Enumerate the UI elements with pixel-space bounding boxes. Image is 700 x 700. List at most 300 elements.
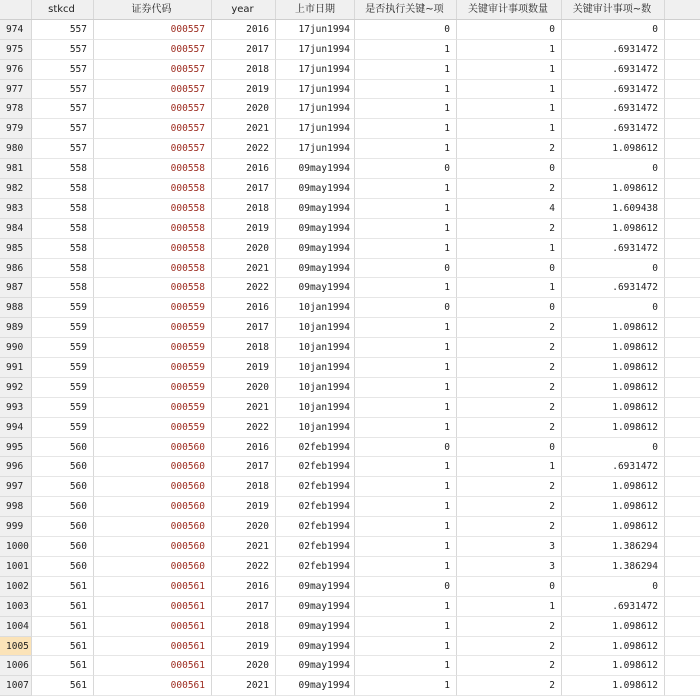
- row-number[interactable]: 988: [0, 298, 32, 318]
- table-row[interactable]: [0, 477, 700, 497]
- cell-security-code[interactable]: 000560: [94, 497, 212, 517]
- cell-listing-date[interactable]: 02feb1994: [276, 517, 355, 537]
- row-number[interactable]: 982: [0, 179, 32, 199]
- cell-security-code[interactable]: 000557: [94, 20, 212, 40]
- cell-kam-count[interactable]: 1: [457, 40, 562, 60]
- cell-security-code[interactable]: 000561: [94, 676, 212, 696]
- cell-executed-kam[interactable]: 1: [355, 457, 457, 477]
- table-row[interactable]: [0, 358, 700, 378]
- cell-year[interactable]: 2017: [212, 40, 276, 60]
- cell-listing-date[interactable]: 10jan1994: [276, 378, 355, 398]
- cell-listing-date[interactable]: 09may1994: [276, 179, 355, 199]
- row-number[interactable]: 1001: [0, 557, 32, 577]
- cell-kam-count[interactable]: 2: [457, 378, 562, 398]
- column-header-security-code[interactable]: 证券代码: [94, 0, 212, 19]
- cell-kam-log[interactable]: 1.098612: [562, 617, 665, 637]
- cell-security-code[interactable]: 000561: [94, 597, 212, 617]
- cell-year[interactable]: 2021: [212, 537, 276, 557]
- cell-kam-count[interactable]: 4: [457, 199, 562, 219]
- cell-kam-count[interactable]: 1: [457, 457, 562, 477]
- cell-year[interactable]: 2019: [212, 637, 276, 657]
- cell-kam-count[interactable]: 1: [457, 597, 562, 617]
- cell-kam-count[interactable]: 2: [457, 398, 562, 418]
- cell-listing-date[interactable]: 09may1994: [276, 199, 355, 219]
- cell-executed-kam[interactable]: 1: [355, 40, 457, 60]
- cell-executed-kam[interactable]: 1: [355, 199, 457, 219]
- row-number[interactable]: 995: [0, 438, 32, 458]
- cell-kam-count[interactable]: 2: [457, 179, 562, 199]
- cell-kam-count[interactable]: 0: [457, 259, 562, 279]
- cell-kam-log[interactable]: .6931472: [562, 80, 665, 100]
- cell-security-code[interactable]: 000561: [94, 637, 212, 657]
- cell-kam-count[interactable]: 2: [457, 139, 562, 159]
- cell-kam-log[interactable]: .6931472: [562, 119, 665, 139]
- cell-executed-kam[interactable]: 1: [355, 80, 457, 100]
- cell-year[interactable]: 2022: [212, 278, 276, 298]
- table-row[interactable]: [0, 597, 700, 617]
- cell-security-code[interactable]: 000558: [94, 159, 212, 179]
- cell-executed-kam[interactable]: 1: [355, 99, 457, 119]
- cell-year[interactable]: 2018: [212, 617, 276, 637]
- cell-executed-kam[interactable]: 1: [355, 338, 457, 358]
- table-row[interactable]: [0, 298, 700, 318]
- cell-executed-kam[interactable]: 0: [355, 298, 457, 318]
- cell-security-code[interactable]: 000558: [94, 259, 212, 279]
- cell-listing-date[interactable]: 17jun1994: [276, 119, 355, 139]
- column-header-executed-kam[interactable]: 是否执行关键~项: [355, 0, 457, 19]
- cell-kam-log[interactable]: .6931472: [562, 60, 665, 80]
- row-number[interactable]: 1000: [0, 537, 32, 557]
- cell-executed-kam[interactable]: 1: [355, 358, 457, 378]
- cell-kam-log[interactable]: 1.098612: [562, 358, 665, 378]
- cell-stkcd[interactable]: 558: [32, 239, 94, 259]
- column-header-listing-date[interactable]: 上市日期: [276, 0, 355, 19]
- cell-executed-kam[interactable]: 1: [355, 278, 457, 298]
- cell-security-code[interactable]: 000560: [94, 477, 212, 497]
- table-row[interactable]: [0, 537, 700, 557]
- cell-kam-log[interactable]: .6931472: [562, 239, 665, 259]
- row-number[interactable]: 994: [0, 418, 32, 438]
- row-number[interactable]: 1004: [0, 617, 32, 637]
- table-row[interactable]: [0, 557, 700, 577]
- cell-stkcd[interactable]: 559: [32, 378, 94, 398]
- cell-security-code[interactable]: 000561: [94, 577, 212, 597]
- table-row[interactable]: [0, 517, 700, 537]
- table-row[interactable]: [0, 656, 700, 676]
- row-number[interactable]: 977: [0, 80, 32, 100]
- cell-year[interactable]: 2020: [212, 239, 276, 259]
- cell-listing-date[interactable]: 02feb1994: [276, 497, 355, 517]
- cell-kam-count[interactable]: 2: [457, 477, 562, 497]
- cell-kam-log[interactable]: 0: [562, 20, 665, 40]
- table-row[interactable]: [0, 278, 700, 298]
- cell-kam-log[interactable]: 1.386294: [562, 557, 665, 577]
- row-number[interactable]: 991: [0, 358, 32, 378]
- row-number[interactable]: 1002: [0, 577, 32, 597]
- cell-executed-kam[interactable]: 1: [355, 637, 457, 657]
- cell-executed-kam[interactable]: 1: [355, 656, 457, 676]
- cell-kam-log[interactable]: .6931472: [562, 99, 665, 119]
- cell-security-code[interactable]: 000560: [94, 517, 212, 537]
- cell-listing-date[interactable]: 10jan1994: [276, 338, 355, 358]
- table-row[interactable]: [0, 99, 700, 119]
- row-number[interactable]: 990: [0, 338, 32, 358]
- cell-kam-count[interactable]: 2: [457, 338, 562, 358]
- cell-security-code[interactable]: 000559: [94, 338, 212, 358]
- cell-kam-log[interactable]: .6931472: [562, 278, 665, 298]
- cell-kam-log[interactable]: 1.098612: [562, 398, 665, 418]
- cell-listing-date[interactable]: 17jun1994: [276, 139, 355, 159]
- cell-security-code[interactable]: 000558: [94, 199, 212, 219]
- table-row[interactable]: [0, 179, 700, 199]
- cell-kam-count[interactable]: 0: [457, 577, 562, 597]
- table-row[interactable]: [0, 318, 700, 338]
- cell-security-code[interactable]: 000560: [94, 457, 212, 477]
- cell-executed-kam[interactable]: 0: [355, 577, 457, 597]
- cell-executed-kam[interactable]: 0: [355, 159, 457, 179]
- cell-stkcd[interactable]: 559: [32, 398, 94, 418]
- cell-stkcd[interactable]: 560: [32, 517, 94, 537]
- cell-kam-log[interactable]: 1.098612: [562, 139, 665, 159]
- row-number[interactable]: 996: [0, 457, 32, 477]
- cell-security-code[interactable]: 000558: [94, 179, 212, 199]
- cell-kam-count[interactable]: 1: [457, 60, 562, 80]
- cell-executed-kam[interactable]: 1: [355, 497, 457, 517]
- row-number[interactable]: 984: [0, 219, 32, 239]
- row-number[interactable]: 989: [0, 318, 32, 338]
- cell-stkcd[interactable]: 561: [32, 676, 94, 696]
- cell-year[interactable]: 2016: [212, 298, 276, 318]
- cell-security-code[interactable]: 000557: [94, 119, 212, 139]
- cell-stkcd[interactable]: 559: [32, 338, 94, 358]
- row-number[interactable]: 976: [0, 60, 32, 80]
- row-number[interactable]: 985: [0, 239, 32, 259]
- cell-year[interactable]: 2017: [212, 597, 276, 617]
- cell-kam-count[interactable]: 2: [457, 676, 562, 696]
- table-row[interactable]: [0, 497, 700, 517]
- cell-year[interactable]: 2019: [212, 80, 276, 100]
- cell-security-code[interactable]: 000557: [94, 99, 212, 119]
- cell-year[interactable]: 2022: [212, 139, 276, 159]
- cell-kam-count[interactable]: 2: [457, 358, 562, 378]
- cell-listing-date[interactable]: 09may1994: [276, 219, 355, 239]
- cell-listing-date[interactable]: 09may1994: [276, 656, 355, 676]
- cell-year[interactable]: 2016: [212, 159, 276, 179]
- table-row[interactable]: [0, 457, 700, 477]
- cell-stkcd[interactable]: 559: [32, 318, 94, 338]
- cell-year[interactable]: 2017: [212, 318, 276, 338]
- cell-executed-kam[interactable]: 1: [355, 60, 457, 80]
- cell-year[interactable]: 2021: [212, 119, 276, 139]
- row-number[interactable]: 999: [0, 517, 32, 537]
- row-number[interactable]: 1003: [0, 597, 32, 617]
- cell-stkcd[interactable]: 561: [32, 577, 94, 597]
- cell-listing-date[interactable]: 10jan1994: [276, 298, 355, 318]
- cell-executed-kam[interactable]: 1: [355, 219, 457, 239]
- table-row[interactable]: [0, 219, 700, 239]
- row-number[interactable]: 979: [0, 119, 32, 139]
- cell-stkcd[interactable]: 560: [32, 537, 94, 557]
- cell-stkcd[interactable]: 560: [32, 557, 94, 577]
- cell-stkcd[interactable]: 558: [32, 278, 94, 298]
- cell-stkcd[interactable]: 558: [32, 259, 94, 279]
- cell-kam-log[interactable]: 1.386294: [562, 537, 665, 557]
- cell-security-code[interactable]: 000559: [94, 318, 212, 338]
- cell-kam-log[interactable]: 1.098612: [562, 418, 665, 438]
- table-row[interactable]: [0, 418, 700, 438]
- cell-kam-count[interactable]: 0: [457, 298, 562, 318]
- cell-stkcd[interactable]: 559: [32, 418, 94, 438]
- cell-executed-kam[interactable]: 1: [355, 179, 457, 199]
- cell-kam-count[interactable]: 1: [457, 99, 562, 119]
- row-number[interactable]: 1007: [0, 676, 32, 696]
- cell-kam-log[interactable]: 0: [562, 577, 665, 597]
- column-header-year[interactable]: year: [212, 0, 276, 19]
- cell-security-code[interactable]: 000560: [94, 438, 212, 458]
- table-row[interactable]: [0, 676, 700, 696]
- cell-listing-date[interactable]: 09may1994: [276, 676, 355, 696]
- row-number[interactable]: 980: [0, 139, 32, 159]
- table-row[interactable]: [0, 119, 700, 139]
- cell-year[interactable]: 2019: [212, 358, 276, 378]
- cell-kam-count[interactable]: 1: [457, 80, 562, 100]
- cell-kam-count[interactable]: 2: [457, 637, 562, 657]
- cell-security-code[interactable]: 000560: [94, 557, 212, 577]
- column-header-stkcd[interactable]: stkcd: [32, 0, 94, 19]
- cell-kam-log[interactable]: .6931472: [562, 457, 665, 477]
- cell-stkcd[interactable]: 557: [32, 60, 94, 80]
- cell-year[interactable]: 2017: [212, 457, 276, 477]
- cell-executed-kam[interactable]: 0: [355, 20, 457, 40]
- cell-stkcd[interactable]: 558: [32, 199, 94, 219]
- row-number[interactable]: 974: [0, 20, 32, 40]
- cell-kam-log[interactable]: 1.098612: [562, 477, 665, 497]
- cell-kam-count[interactable]: 0: [457, 438, 562, 458]
- cell-listing-date[interactable]: 09may1994: [276, 159, 355, 179]
- cell-executed-kam[interactable]: 1: [355, 537, 457, 557]
- cell-listing-date[interactable]: 17jun1994: [276, 20, 355, 40]
- column-header-kam-log[interactable]: 关键审计事项~数: [562, 0, 665, 19]
- table-row[interactable]: [0, 378, 700, 398]
- cell-security-code[interactable]: 000559: [94, 378, 212, 398]
- cell-kam-count[interactable]: 2: [457, 497, 562, 517]
- cell-year[interactable]: 2016: [212, 577, 276, 597]
- cell-year[interactable]: 2016: [212, 20, 276, 40]
- cell-kam-log[interactable]: 0: [562, 298, 665, 318]
- cell-kam-count[interactable]: 2: [457, 617, 562, 637]
- cell-executed-kam[interactable]: 1: [355, 676, 457, 696]
- table-row[interactable]: [0, 199, 700, 219]
- cell-stkcd[interactable]: 559: [32, 358, 94, 378]
- cell-executed-kam[interactable]: 1: [355, 239, 457, 259]
- cell-listing-date[interactable]: 17jun1994: [276, 80, 355, 100]
- cell-executed-kam[interactable]: 1: [355, 617, 457, 637]
- cell-kam-log[interactable]: 1.098612: [562, 378, 665, 398]
- cell-kam-log[interactable]: 0: [562, 259, 665, 279]
- cell-executed-kam[interactable]: 1: [355, 318, 457, 338]
- cell-stkcd[interactable]: 560: [32, 477, 94, 497]
- cell-listing-date[interactable]: 09may1994: [276, 617, 355, 637]
- cell-kam-log[interactable]: .6931472: [562, 597, 665, 617]
- cell-security-code[interactable]: 000561: [94, 656, 212, 676]
- cell-stkcd[interactable]: 557: [32, 20, 94, 40]
- cell-security-code[interactable]: 000558: [94, 219, 212, 239]
- cell-stkcd[interactable]: 557: [32, 40, 94, 60]
- cell-kam-log[interactable]: 1.609438: [562, 199, 665, 219]
- row-number[interactable]: 1005: [0, 637, 32, 657]
- cell-kam-log[interactable]: 1.098612: [562, 219, 665, 239]
- row-number[interactable]: 1006: [0, 656, 32, 676]
- cell-security-code[interactable]: 000561: [94, 617, 212, 637]
- table-row[interactable]: [0, 80, 700, 100]
- cell-kam-count[interactable]: 2: [457, 517, 562, 537]
- cell-security-code[interactable]: 000557: [94, 80, 212, 100]
- row-number[interactable]: 987: [0, 278, 32, 298]
- table-row[interactable]: [0, 60, 700, 80]
- cell-year[interactable]: 2020: [212, 99, 276, 119]
- cell-listing-date[interactable]: 02feb1994: [276, 557, 355, 577]
- cell-executed-kam[interactable]: 1: [355, 517, 457, 537]
- cell-executed-kam[interactable]: 1: [355, 378, 457, 398]
- cell-kam-count[interactable]: 2: [457, 656, 562, 676]
- row-number[interactable]: 981: [0, 159, 32, 179]
- row-number-header[interactable]: [0, 0, 32, 19]
- cell-security-code[interactable]: 000559: [94, 298, 212, 318]
- table-row[interactable]: [0, 139, 700, 159]
- cell-executed-kam[interactable]: 1: [355, 477, 457, 497]
- row-number[interactable]: 992: [0, 378, 32, 398]
- cell-kam-log[interactable]: 1.098612: [562, 179, 665, 199]
- cell-stkcd[interactable]: 561: [32, 617, 94, 637]
- cell-listing-date[interactable]: 02feb1994: [276, 457, 355, 477]
- cell-kam-log[interactable]: 0: [562, 159, 665, 179]
- cell-kam-count[interactable]: 2: [457, 418, 562, 438]
- cell-kam-count[interactable]: 2: [457, 219, 562, 239]
- cell-kam-log[interactable]: 1.098612: [562, 497, 665, 517]
- cell-kam-log[interactable]: 1.098612: [562, 338, 665, 358]
- cell-year[interactable]: 2020: [212, 656, 276, 676]
- cell-year[interactable]: 2018: [212, 477, 276, 497]
- cell-kam-log[interactable]: 1.098612: [562, 656, 665, 676]
- table-row[interactable]: [0, 40, 700, 60]
- cell-listing-date[interactable]: 17jun1994: [276, 60, 355, 80]
- row-number[interactable]: 986: [0, 259, 32, 279]
- cell-stkcd[interactable]: 560: [32, 497, 94, 517]
- table-row[interactable]: [0, 159, 700, 179]
- cell-kam-log[interactable]: 0: [562, 438, 665, 458]
- cell-year[interactable]: 2018: [212, 338, 276, 358]
- cell-kam-count[interactable]: 1: [457, 119, 562, 139]
- cell-security-code[interactable]: 000557: [94, 40, 212, 60]
- table-row[interactable]: [0, 259, 700, 279]
- table-row[interactable]: [0, 637, 700, 657]
- cell-listing-date[interactable]: 02feb1994: [276, 438, 355, 458]
- table-row[interactable]: [0, 239, 700, 259]
- table-row[interactable]: [0, 338, 700, 358]
- cell-year[interactable]: 2016: [212, 438, 276, 458]
- cell-security-code[interactable]: 000557: [94, 60, 212, 80]
- cell-security-code[interactable]: 000558: [94, 239, 212, 259]
- cell-year[interactable]: 2019: [212, 219, 276, 239]
- cell-stkcd[interactable]: 560: [32, 438, 94, 458]
- cell-kam-log[interactable]: 1.098612: [562, 676, 665, 696]
- cell-kam-count[interactable]: 0: [457, 159, 562, 179]
- cell-year[interactable]: 2020: [212, 378, 276, 398]
- row-number[interactable]: 993: [0, 398, 32, 418]
- table-row[interactable]: [0, 617, 700, 637]
- cell-kam-log[interactable]: .6931472: [562, 40, 665, 60]
- cell-stkcd[interactable]: 558: [32, 159, 94, 179]
- cell-security-code[interactable]: 000560: [94, 537, 212, 557]
- cell-stkcd[interactable]: 560: [32, 457, 94, 477]
- cell-stkcd[interactable]: 557: [32, 99, 94, 119]
- cell-listing-date[interactable]: 17jun1994: [276, 99, 355, 119]
- cell-security-code[interactable]: 000559: [94, 358, 212, 378]
- row-number[interactable]: 975: [0, 40, 32, 60]
- cell-year[interactable]: 2019: [212, 497, 276, 517]
- cell-stkcd[interactable]: 557: [32, 119, 94, 139]
- cell-listing-date[interactable]: 10jan1994: [276, 318, 355, 338]
- cell-listing-date[interactable]: 02feb1994: [276, 477, 355, 497]
- row-number[interactable]: 983: [0, 199, 32, 219]
- cell-listing-date[interactable]: 09may1994: [276, 577, 355, 597]
- cell-year[interactable]: 2022: [212, 557, 276, 577]
- cell-listing-date[interactable]: 09may1994: [276, 597, 355, 617]
- cell-listing-date[interactable]: 17jun1994: [276, 40, 355, 60]
- cell-executed-kam[interactable]: 1: [355, 139, 457, 159]
- cell-kam-log[interactable]: 1.098612: [562, 637, 665, 657]
- cell-kam-count[interactable]: 1: [457, 239, 562, 259]
- cell-listing-date[interactable]: 02feb1994: [276, 537, 355, 557]
- cell-kam-count[interactable]: 0: [457, 20, 562, 40]
- cell-kam-count[interactable]: 1: [457, 278, 562, 298]
- cell-executed-kam[interactable]: 0: [355, 438, 457, 458]
- row-number[interactable]: 978: [0, 99, 32, 119]
- cell-listing-date[interactable]: 10jan1994: [276, 358, 355, 378]
- cell-listing-date[interactable]: 09may1994: [276, 239, 355, 259]
- cell-executed-kam[interactable]: 0: [355, 259, 457, 279]
- cell-executed-kam[interactable]: 1: [355, 119, 457, 139]
- cell-kam-count[interactable]: 3: [457, 537, 562, 557]
- cell-kam-log[interactable]: 1.098612: [562, 517, 665, 537]
- cell-listing-date[interactable]: 09may1994: [276, 637, 355, 657]
- cell-executed-kam[interactable]: 1: [355, 597, 457, 617]
- table-row[interactable]: [0, 398, 700, 418]
- cell-executed-kam[interactable]: 1: [355, 557, 457, 577]
- cell-year[interactable]: 2022: [212, 418, 276, 438]
- cell-stkcd[interactable]: 557: [32, 139, 94, 159]
- table-row[interactable]: [0, 438, 700, 458]
- cell-stkcd[interactable]: 558: [32, 179, 94, 199]
- cell-year[interactable]: 2021: [212, 259, 276, 279]
- table-row[interactable]: [0, 20, 700, 40]
- cell-year[interactable]: 2021: [212, 398, 276, 418]
- cell-year[interactable]: 2020: [212, 517, 276, 537]
- cell-security-code[interactable]: 000559: [94, 418, 212, 438]
- cell-kam-count[interactable]: 3: [457, 557, 562, 577]
- cell-stkcd[interactable]: 557: [32, 80, 94, 100]
- cell-stkcd[interactable]: 559: [32, 298, 94, 318]
- cell-kam-count[interactable]: 2: [457, 318, 562, 338]
- column-header-kam-count[interactable]: 关键审计事项数量: [457, 0, 562, 19]
- cell-stkcd[interactable]: 558: [32, 219, 94, 239]
- cell-stkcd[interactable]: 561: [32, 637, 94, 657]
- row-number[interactable]: 997: [0, 477, 32, 497]
- cell-security-code[interactable]: 000558: [94, 278, 212, 298]
- row-number[interactable]: 998: [0, 497, 32, 517]
- table-row[interactable]: [0, 577, 700, 597]
- cell-year[interactable]: 2021: [212, 676, 276, 696]
